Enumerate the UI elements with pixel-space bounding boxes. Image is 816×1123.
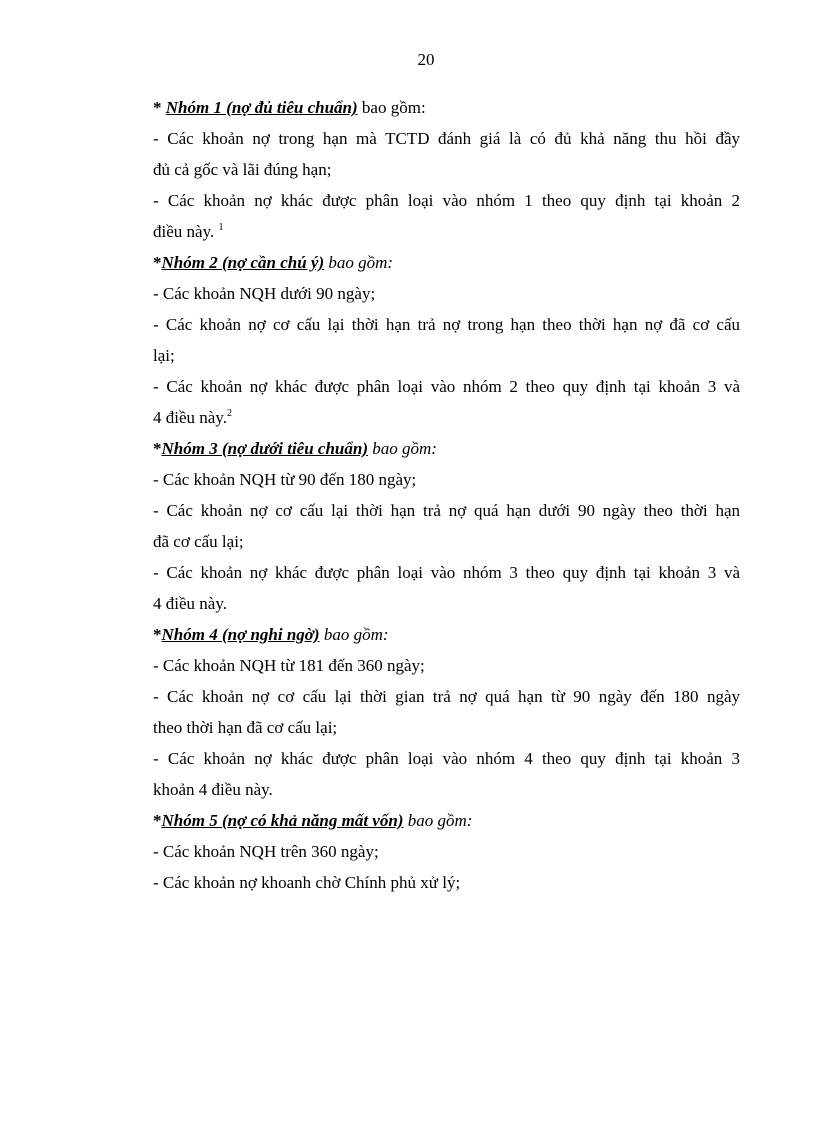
paragraph-text: - Các khoản NQH từ 90 đến 180 ngày; — [153, 470, 417, 489]
paragraph-text: - Các khoản NQH dưới 90 ngày; — [153, 284, 376, 303]
paragraph-text: - Các khoản nợ trong hạn mà TCTD đánh giá là có đủ khả năng thu hồi đầy — [153, 129, 740, 148]
footnote-reference[interactable]: 2 — [226, 408, 232, 419]
paragraph-text: - Các khoản nợ khác được phân loại vào nhóm 4 theo quy định tại khoản 3 — [153, 749, 740, 768]
paragraph-line — [153, 867, 740, 898]
paragraph-text: - Các khoản nợ cơ cấu lại thời hạn trả nợ quá hạn dưới 90 ngày theo thời hạn — [153, 501, 740, 520]
group-heading — [153, 805, 740, 836]
group-heading-suffix: bao gồm: — [357, 98, 426, 117]
paragraph-line — [153, 402, 740, 433]
paragraph-text: - Các khoản nợ khác được phân loại vào nhóm 3 theo quy định tại khoản 3 và — [153, 563, 740, 582]
group-heading-suffix: bao gồm: — [368, 439, 437, 458]
paragraph-text: - Các khoản NQH trên 360 ngày; — [153, 842, 379, 861]
document-body — [153, 92, 740, 898]
paragraph-text: 4 điều này. — [153, 594, 227, 613]
group-heading-title: Nhóm 4 (nợ nghi ngờ) — [161, 625, 320, 644]
paragraph-text: khoản 4 điều này. — [153, 780, 273, 799]
group-heading — [153, 619, 740, 650]
footnote-reference[interactable]: 1 — [218, 222, 224, 233]
paragraph-text: - Các khoản nợ khác được phân loại vào nhóm 1 theo quy định tại khoản 2 — [153, 191, 740, 210]
paragraph-line — [153, 371, 740, 402]
group-heading-prefix: * — [153, 253, 162, 272]
group-heading-title: Nhóm 5 (nợ có khả năng mất vốn) — [161, 811, 404, 830]
paragraph-line — [153, 681, 740, 712]
paragraph-line — [153, 495, 740, 526]
paragraph-line — [153, 278, 740, 309]
group-heading-prefix: * — [153, 439, 162, 458]
page-number: 20 — [417, 50, 435, 69]
paragraph-line — [153, 216, 740, 247]
paragraph-text: - Các khoản NQH từ 181 đến 360 ngày; — [153, 656, 425, 675]
paragraph-line — [153, 526, 740, 557]
paragraph-text: - Các khoản nợ cơ cấu lại thời gian trả nợ quá hạn từ 90 ngày đến 180 ngày — [153, 687, 740, 706]
group-heading — [153, 247, 740, 278]
paragraph-text: theo thời hạn đã cơ cấu lại; — [153, 718, 338, 737]
group-heading — [153, 433, 740, 464]
group-heading-title: Nhóm 1 (nợ đủ tiêu chuẩn) — [165, 98, 358, 117]
paragraph-text: lại; — [153, 346, 175, 365]
group-heading-suffix: bao gồm: — [324, 253, 394, 272]
group-heading-suffix: bao gồm: — [403, 811, 473, 830]
paragraph-text: - Các khoản nợ khác được phân loại vào nhóm 2 theo quy định tại khoản 3 và — [153, 377, 740, 396]
paragraph-line — [153, 836, 740, 867]
group-heading-prefix: * — [153, 811, 162, 830]
paragraph-text: - Các khoản nợ khoanh chờ Chính phủ xử lý; — [153, 873, 461, 892]
group-heading-prefix: * — [153, 98, 166, 117]
paragraph-line — [153, 774, 740, 805]
paragraph-line — [153, 309, 740, 340]
paragraph-text: - Các khoản nợ cơ cấu lại thời hạn trả nợ trong hạn theo thời hạn nợ đã cơ cấu — [153, 315, 740, 334]
paragraph-line — [153, 185, 740, 216]
group-heading-title: Nhóm 2 (nợ cần chú ý) — [161, 253, 325, 272]
group-heading — [153, 92, 740, 123]
paragraph-line — [153, 123, 740, 154]
group-heading-prefix: * — [153, 625, 162, 644]
paragraph-text: điều này. — [153, 222, 219, 241]
paragraph-line — [153, 340, 740, 371]
paragraph-line — [153, 557, 740, 588]
paragraph-line — [153, 712, 740, 743]
paragraph-line — [153, 464, 740, 495]
paragraph-text: 4 điều này. — [153, 408, 227, 427]
paragraph-line — [153, 650, 740, 681]
group-heading-title: Nhóm 3 (nợ dưới tiêu chuẩn) — [161, 439, 368, 458]
paragraph-line — [153, 154, 740, 185]
group-heading-suffix: bao gồm: — [319, 625, 389, 644]
paragraph-text: đã cơ cấu lại; — [153, 532, 244, 551]
paragraph-line — [153, 588, 740, 619]
paragraph-line — [153, 743, 740, 774]
paragraph-text: đủ cả gốc và lãi đúng hạn; — [153, 160, 332, 179]
